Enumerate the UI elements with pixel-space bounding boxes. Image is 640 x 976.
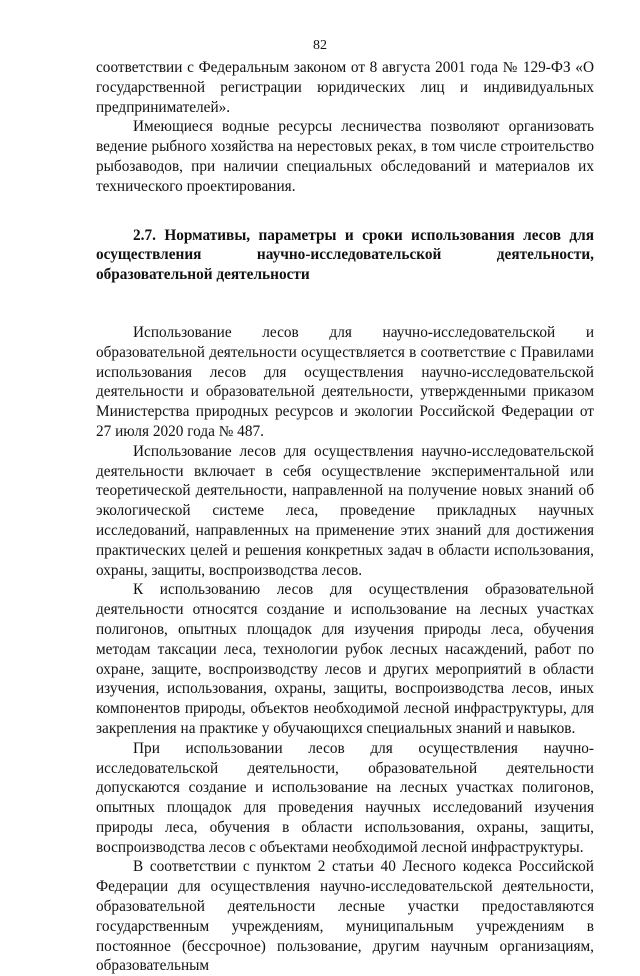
paragraph-polygons: При использовании лесов для осуществления научно-исследовательской деятельности, образовательной деятельности допускаются создание и использование на лесных участках полигонов, опытных площадок для проведения научных исследований изучения природы леса, обучения в области использования, охраны, защиты, воспроизводства лесов с объектами необходимой лесной инфраструктуры. (96, 739, 594, 856)
section-heading: 2.7. Нормативы, параметры и сроки использования лесов для осуществления научно-исследовательской деятельности, образовательной деятельности (96, 226, 594, 284)
paragraph-educational-activity: К использованию лесов для осуществления образовательной деятельности относятся создание и использование на лесных участках полигонов, опытных площадок для изучения природы леса, обучения методам таксации леса, технологии рубок лесных насаждений, работ по охране, защите, воспроизводству лесов и других мероприятий в области изучения, использования, охраны, защиты, воспроизводства лесов, иных компонентов природы, объектов необходимой лесной инфраструктуры, для закрепления на практике у обучающихся специальных знаний и навыков. (96, 581, 594, 737)
document-body (96, 58, 594, 976)
paragraph-forest-code: В соответствии с пунктом 2 статьи 40 Лесного кодекса Российской Федерации для осуществления научно-исследовательской деятельности, образовательной деятельности лесные участки предоставляются государственным учреждениям, муниципальным учреждениям в постоянное (бессрочное) пользование, другим научным организациям, образовательным (96, 858, 594, 975)
page-number: 82 (313, 38, 327, 53)
paragraph-research-activity: Использование лесов для осуществления научно-исследовательской деятельности включает в себя осуществление экспериментальной или теоретической деятельности, направленной на получение новых знаний об экологической системе леса, проведение прикладных научных исследований, направленных на применение этих знаний для достижения практических целей и решения конкретных задач в области использования, охраны, защиты, воспроизводства лесов. (96, 442, 594, 579)
paragraph-water-resources: Имеющиеся водные ресурсы лесничества позволяют организовать ведение рыбного хозяйства на нерестовых реках, в том числе строительство рыбозаводов, при наличии специальных обследований и материалов их технического проектирования. (96, 118, 594, 195)
paragraph-continuation: соответствии с Федеральным законом от 8 августа 2001 года № 129-ФЗ «О государственной регистрации юридических лиц и индивидуальных предпринимателей». (96, 59, 594, 116)
paragraph-rules: Использование лесов для научно-исследовательской и образовательной деятельности осуществляется в соответствие с Правилами использования лесов для осуществления научно-исследовательской деятельности и образовательной деятельности, утвержденными приказом Министерства природных ресурсов и экологии Российской Федерации от 27 июля 2020 года № 487. (96, 323, 594, 440)
